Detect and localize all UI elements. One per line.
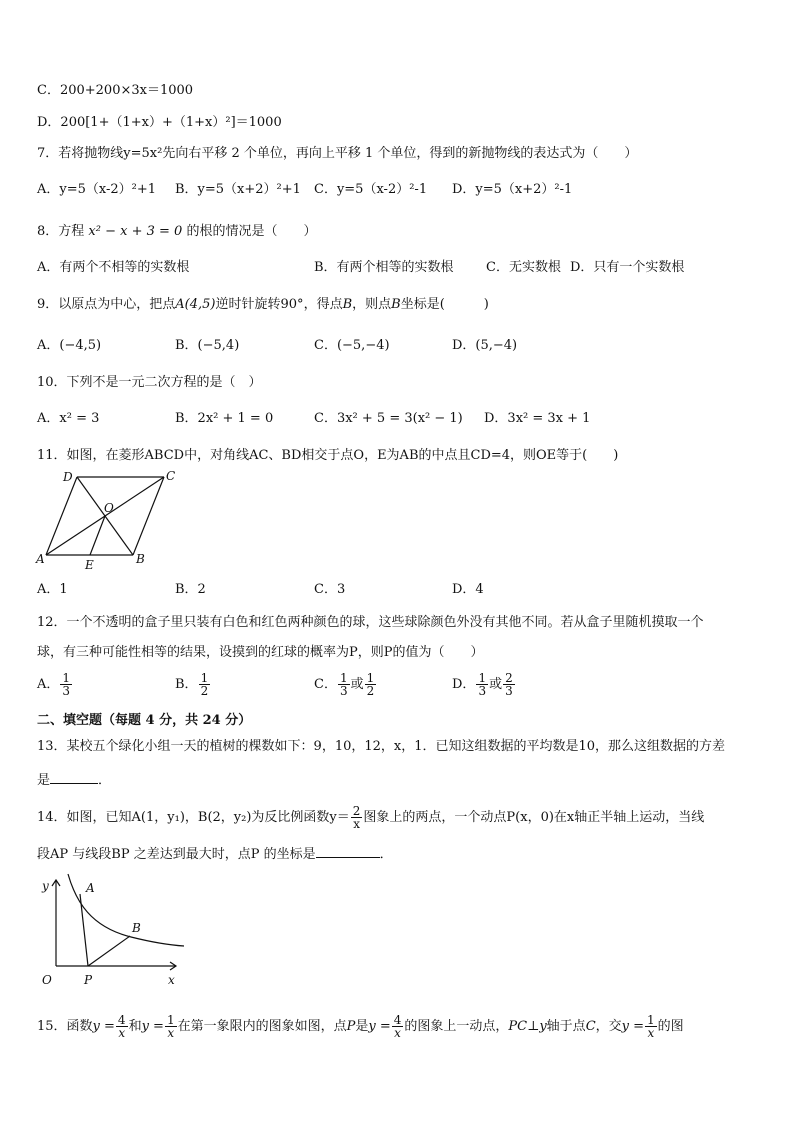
q9-degrees: 90°: [280, 297, 304, 312]
q12-a-label: A．: [37, 677, 60, 692]
q15-y-2: y =: [141, 1019, 164, 1034]
q15-text-e: 轴于点: [546, 1019, 586, 1034]
fraction: [338, 672, 350, 697]
q10-stem: 10．下列不是一元二次方程的是（ ）: [37, 375, 262, 390]
label-e: E: [85, 558, 94, 572]
q15-text-b: 在第一象限内的图象如图，点: [177, 1019, 347, 1034]
q11-option-c: C．3: [314, 582, 346, 597]
fraction-denominator: x: [647, 1026, 655, 1040]
fraction-denominator: x: [394, 1026, 401, 1040]
fraction-numerator: 1: [166, 1013, 175, 1027]
q9-stem: [37, 296, 489, 314]
fraction-numerator: 1: [339, 671, 348, 685]
q11-stem: 11．如图，在菱形ABCD中，对角线AC、BD相交于点O，E为AB的中点且CD=4，则OE等于( ): [37, 448, 619, 463]
fraction-denominator: x: [167, 1026, 175, 1040]
segment-bp: [88, 936, 130, 966]
q11-option-b: B．2: [175, 582, 206, 597]
q8-option-d: D．只有一个实数根: [570, 260, 685, 275]
q13-answer-blank: [50, 769, 98, 784]
and-word: 和: [128, 1019, 142, 1034]
label-d: D: [63, 470, 73, 484]
q9-text-d: ，则点: [352, 297, 392, 312]
fraction-numerator: 1: [200, 671, 209, 685]
fraction-numerator: 1: [62, 671, 71, 685]
q15-y-4: y =: [621, 1019, 645, 1034]
fraction-numerator: 1: [647, 1013, 655, 1027]
fraction-numerator: 2: [505, 671, 513, 685]
fraction-denominator: 3: [62, 684, 71, 698]
rhombus-side-bc: [133, 477, 164, 555]
label-o: O: [104, 501, 114, 515]
label-p: P: [84, 973, 93, 987]
q10-option-a: A．x² = 3: [37, 411, 100, 426]
q15-text-a: 15．函数: [37, 1019, 93, 1034]
fraction-denominator: x: [353, 817, 360, 831]
fraction-numerator: 1: [478, 671, 487, 685]
fraction: [165, 1014, 177, 1039]
q14-line-1: [37, 805, 704, 830]
q15-text-d: 的图象上一动点，: [404, 1019, 509, 1034]
q14-text-d: ．: [379, 847, 393, 862]
q15-line-1: [37, 1014, 684, 1039]
q8-tail: 的根的情况是（ ）: [186, 224, 317, 239]
rhombus-side-da: [46, 477, 77, 555]
q15-text-f: ，交: [595, 1019, 622, 1034]
q14-line-2: [37, 843, 393, 864]
q10-option-c: C．3x² + 5 = 3(x² − 1): [314, 411, 463, 426]
q7-option-b: B．y=5（x+2）²+1: [175, 182, 301, 197]
fraction-numerator: 1: [366, 671, 375, 685]
q12-line-1: 12．一个不透明的盒子里只装有白色和红色两种颜色的球，这些球除颜色外没有其他不同。若从盒子里随机摸取一个: [37, 615, 704, 630]
q12-line-2: 球，有三种可能性相等的结果，设摸到的红球的概率为P，则P的值为（ ）: [37, 645, 484, 660]
q13-text-b: ．: [98, 773, 112, 788]
q9-option-b: B．(−5,4): [175, 338, 240, 353]
q14-answer-blank: [316, 843, 380, 858]
q9-text-a: 9．以原点为中心，把点: [37, 297, 176, 312]
label-a: A: [36, 552, 45, 566]
q9-point-a: A(4,5): [175, 297, 216, 312]
q13-line-2: [37, 769, 111, 790]
q10-option-d: D．3x² = 3x + 1: [484, 411, 591, 426]
fraction: [351, 805, 363, 830]
q12-option-a: [37, 672, 73, 697]
fraction-numerator: 4: [117, 1013, 126, 1027]
q9-text-e: 坐标是( ): [400, 297, 489, 312]
label-a: A: [86, 881, 95, 895]
q12-option-d: [452, 672, 516, 697]
fraction-denominator: 2: [200, 684, 209, 698]
q9-option-c: C．(−5,−4): [314, 338, 390, 353]
label-b: B: [136, 552, 145, 566]
q13-line-1: 13．某校五个绿化小组一天的植树的棵数如下：9，10，12，x，1．已知这组数据的平均数是10，那么这组数据的方差: [37, 739, 726, 754]
q12-d-label: D．: [452, 677, 476, 692]
label-o: O: [42, 973, 52, 987]
q12-c-label: C．: [314, 677, 337, 692]
q15-y-3: y =: [368, 1019, 391, 1034]
q7-option-c: C．y=5（x-2）²-1: [314, 182, 428, 197]
q12-option-c: [314, 672, 377, 697]
fraction-denominator: x: [118, 1026, 126, 1040]
q13-text-a: 是: [37, 773, 51, 788]
q8-equation: x² − x + 3 = 0: [88, 224, 183, 239]
q6-option-d: D．200[1+（1+x）+（1+x）²]＝1000: [37, 115, 282, 130]
fraction: [116, 1014, 128, 1039]
fraction: [392, 1014, 404, 1039]
q14-text-b: 图象上的两点，一个动点P(x，0)在x轴正半轴上运动，当线: [363, 810, 705, 825]
q8-number: 8．方程: [37, 224, 85, 239]
hyperbola-figure: [36, 872, 196, 990]
q15-text-g: 的图: [657, 1019, 684, 1034]
fraction-numerator: 4: [393, 1013, 402, 1027]
q14-text-a: 14．如图，已知A(1，y₁)，B(2，y₂)为反比例函数y＝: [37, 810, 350, 825]
q9-text-b: 逆时针旋转: [215, 297, 281, 312]
fraction: [365, 672, 377, 697]
q15-text-c: 是: [355, 1019, 369, 1034]
q10-option-b: B．2x² + 1 = 0: [175, 411, 274, 426]
q11-option-d: D．4: [452, 582, 484, 597]
fraction-denominator: 3: [478, 684, 487, 698]
q15-pc-perp: PC⊥y: [508, 1019, 547, 1034]
q15-point-p: P: [346, 1019, 356, 1034]
fraction-denominator: 2: [366, 684, 375, 698]
fraction-denominator: 3: [339, 684, 348, 698]
or-word: 或: [350, 677, 364, 692]
fraction-numerator: 2: [352, 804, 361, 818]
label-y: y: [42, 879, 49, 893]
q9-option-a: A．(−4,5): [37, 338, 102, 353]
q9-text-c: ，得点: [303, 297, 343, 312]
q8-option-a: A．有两个不相等的实数根: [37, 260, 190, 275]
q8-option-b: B．有两个相等的实数根: [314, 260, 454, 275]
q11-option-a: A．1: [37, 582, 68, 597]
q12-b-label: B．: [175, 677, 198, 692]
segment-ap: [80, 894, 88, 966]
q15-y-1: y =: [92, 1019, 115, 1034]
q14-text-c: 段AP 与线段BP 之差达到最大时，点P 的坐标是: [37, 847, 316, 862]
q8-option-c: C．无实数根: [486, 260, 561, 275]
label-b: B: [132, 921, 141, 935]
q12-option-b: [175, 672, 211, 697]
q7-option-a: A．y=5（x-2）²+1: [37, 182, 157, 197]
fraction: [60, 672, 72, 697]
fraction: [476, 672, 488, 697]
q6-option-c: C．200+200×3x＝1000: [37, 83, 194, 98]
q7-option-d: D．y=5（x+2）²-1: [452, 182, 573, 197]
fraction: [199, 672, 211, 697]
q9-point-b-2: B: [391, 297, 401, 312]
segment-oe: [90, 516, 105, 555]
fraction: [503, 672, 515, 697]
label-x: x: [168, 973, 175, 987]
q7-stem: 7．若将抛物线y=5x²先向右平移 2 个单位，再向上平移 1 个单位，得到的新抛物线的表达式为（ ）: [37, 146, 638, 161]
label-c: C: [166, 469, 176, 483]
section-heading-fill-in: 二、填空题（每题 4 分，共 24 分）: [37, 713, 252, 728]
fraction-denominator: 3: [505, 684, 513, 698]
q9-point-b: B: [342, 297, 353, 312]
q9-option-d: D．(5,−4): [452, 338, 518, 353]
q15-point-c: C: [585, 1019, 596, 1034]
or-word: 或: [489, 677, 503, 692]
rhombus-figure: [33, 467, 183, 573]
fraction: [645, 1014, 657, 1039]
q8-stem: [37, 223, 316, 241]
